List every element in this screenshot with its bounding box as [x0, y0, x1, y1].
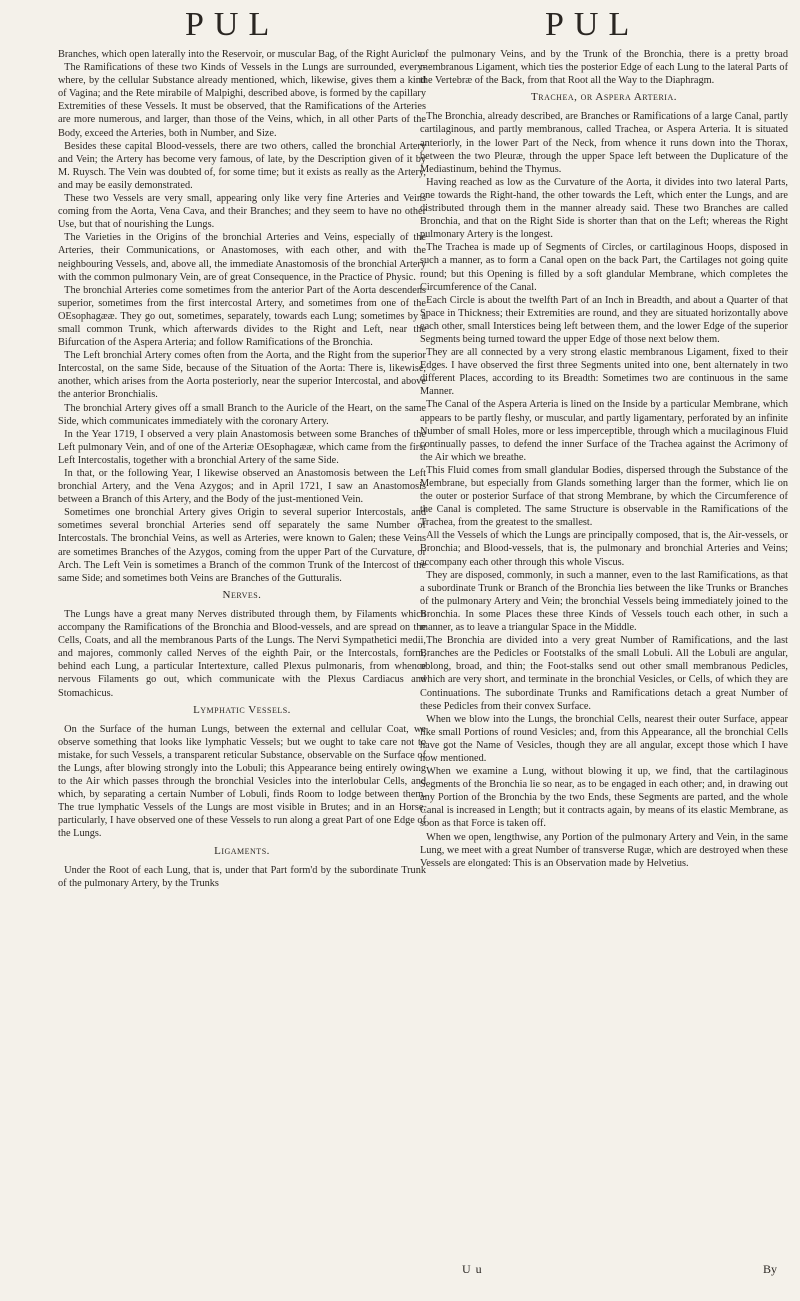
- paragraph: The bronchial Artery gives off a small Branch to the Auricle of the Heart, on the same Side, which communicates immediately with the coronary Artery.: [58, 402, 426, 427]
- right-column: [420, 48, 788, 870]
- paragraph: The bronchial Arteries come sometimes from the anterior Part of the Aorta descendens superior, sometimes from the first intercostal Artery, and sometimes from one of the OEsophagææ. They go out, sometimes, separately, towards each Lung; sometimes by a small common Trunk, which afterwards divides to the Right and Left, near the Bifurcation of the Aspera Arteria; and follow Ramifications of the Bronchia.: [58, 284, 426, 349]
- paragraph: The Bronchia, already described, are Branches or Ramifications of a large Canal, partly cartilaginous, and partly membranous, called Trachea, or Aspera Arteria. It is situated anteriorly, in the lower Part of the Neck, from whence it runs down into the Thorax, between the two Pleuræ, through the upper Space left between the Duplicature of the Mediastinum, behind the Thymus.: [420, 111, 788, 175]
- paragraph: The Canal of the Aspera Arteria is lined on the Inside by a particular Membrane, which appears to be partly fleshy, or muscular, and partly ligamentary, perforated by an infinite Number of small Holes, more or less imperceptible, through which a mucilaginous Fluid continually passes, to defend the inner Surface of the Trachea against the Acrimony of the Air which we breathe.: [420, 399, 788, 463]
- paragraph: When we examine a Lung, without blowing it up, we find, that the cartilaginous Segments of the Bronchia lie so near, as to be engaged in each other; and, in drawing out any Portion of the Bronchia by the two Ends, these Segments are parted, and the whole Canal is increased in Length; but it contracts again, by means of its elastic Membrane, as soon as that Force is taken off.: [420, 766, 788, 830]
- paragraph: The Left bronchial Artery comes often from the Aorta, and the Right from the superior Intercostal, on the same Side, because of the Situation of the Aorta: There is, likewise, another, which arises from the Aorta posteriorly, near the superior Intercostal, and above the anterior Bronchialis.: [58, 350, 426, 401]
- paragraph: When we open, lengthwise, any Portion of the pulmonary Artery and Vein, in the same Lung, we meet with a great Number of transverse Rugæ, which are destroyed when these Vessels are elongated: This is an Observation made by Helvetius.: [420, 831, 788, 869]
- paragraph: They are disposed, commonly, in such a manner, even to the last Ramifications, as that a subordinate Trunk or Branch of the Bronchia lies between the like Trunks or Branches of the pulmonary Artery and Vein; the bronchial Vessels being immediately joined to the Bronchia. In some Places these three Kinds of Vessels touch each other, in such a manner, as to leave a triangular Space in the Middle.: [420, 569, 788, 634]
- running-head-left: PUL: [185, 6, 280, 43]
- section-heading-lymphatic-vessels: Lymphatic Vessels.: [193, 703, 291, 716]
- paragraph: These two Vessels are very small, appearing only like very fine Arteries and Veins coming from the Aorta, Vena Cava, and their Branches; and they seem to have no other Use, but that of nourishing the Lungs.: [58, 193, 426, 231]
- paragraph: of the pulmonary Veins, and by the Trunk of the Bronchia, there is a pretty broad membranous Ligament, which ties the posterior Edge of each Lung to the lateral Parts of the Vertebræ of the Back, from that Root all the Way to the Diaphragm.: [420, 49, 788, 87]
- paragraph: The Lungs have a great many Nerves distributed through them, by Filaments which accompany the Ramifications of the Bronchia and Blood-vessels, and are spread on the Cells, Coats, and all the membranous Parts of the Lungs. The Nervi Sympathetici medii, and majores, commonly called Nerves of the eighth Pair, or the Intercostals, form, behind each Lung, a particular Intertexture, called Plexus pulmonaris, from whence nervous Filaments go out, which communicate with the Plexus Cardiacus and Stomachicus.: [58, 608, 426, 699]
- paragraph: Branches, which open laterally into the Reservoir, or muscular Bag, of the Right Auricle.: [58, 49, 425, 60]
- paragraph: Each Circle is about the twelfth Part of an Inch in Breadth, and about a Quarter of that Space in Thickness; their Extremities are round, and they are situated horizontally above each other, small Interstices being left between them, and the lower Edge of the superior Segments being turned toward the upper Edge of those next below them.: [420, 294, 788, 345]
- paragraph: Besides these capital Blood-vessels, there are two others, called the bronchial Artery and Vein; the Artery has become very famous, of late, by the Description given of it by M. Ruysch. The Vein was doubted of, for some time; but it exists as really as the Artery, and may be easily demonstrated.: [58, 140, 426, 191]
- section-heading-ligaments: Ligaments.: [214, 844, 270, 857]
- paragraph: In that, or the following Year, I likewise observed an Anastomosis between the Left bronchial Artery, and the Vena Azygos; and in April 1721, I saw an Anastomosis between a Branch of this Artery, and the Body of the just-mentioned Vein.: [58, 468, 426, 506]
- paragraph: Under the Root of each Lung, that is, under that Part form'd by the subordinate Trunk of the pulmonary Artery, by the Trunks: [58, 864, 426, 889]
- paragraph: On the Surface of the human Lungs, between the external and cellular Coat, we observe something that looks like lymphatic Vessels; but we ought to take care not to mistake, for such Vessels, a transparent reticular Substance, observable on the Surface of the Lungs, after blowing strongly into the Lobuli; this Appearance being entirely owing to the Air which passes through the bronchial Vesicles into the interlobular Cells, and which, by separating a certain Number of Lobuli, finds Room to lodge between them. The true lymphatic Vessels of the Lungs are most visible in Brutes; and in an Horse, particularly, I have observed one of these Vessels to run along a great Part of one Edge of the Lungs.: [58, 723, 426, 840]
- paragraph: The Bronchia are divided into a very great Number of Ramifications, and the last Branches are the Pedicles or Footstalks of the small Lobuli. All the Lobuli are angular, oblong, broad, and thin; the Foot-stalks send out other small membranous Pedicles, which are very short, and terminate in the bronchial Vesicles, or Cells, of which they are Continuations. The subordinate Trunks and Ramifications detach a great Number of these Pedicles from their convex Surface.: [420, 635, 788, 712]
- running-head-right: PUL: [545, 6, 640, 43]
- left-column: [58, 48, 426, 890]
- paragraph: They are all connected by a very strong elastic membranous Ligament, fixed to their Edges. I have observed the first three Segments united into one, bent alternately in two different Places, according to its Breadth: Sometimes two are continuous in the same Manner.: [420, 347, 788, 398]
- paragraph: This Fluid comes from small glandular Bodies, dispersed through the Substance of the Membrane, but especially from Glands something larger than the former, which lie on the outer or posterior Surface of that strong Membrane, by which the Circumference of the Canal is completed. The same Structure is observable in the Ramifications of the Trachea, from the greatest to the smallest.: [420, 464, 788, 529]
- section-heading-trachea: Trachea, or Aspera Arteria.: [531, 91, 677, 104]
- paragraph: All the Vessels of which the Lungs are principally composed, that is, the Air-vessels, or Bronchia; and Blood-vessels, that is, the pulmonary and bronchial Arteries and Veins; accompany each other through this whole Viscus.: [420, 530, 788, 568]
- section-heading-nerves: Nerves.: [222, 588, 262, 601]
- paragraph: When we blow into the Lungs, the bronchial Cells, nearest their outer Surface, appear like small Portions of round Vesicles; and, from this Appearance, all the bronchial Cells have got the Name of Vesicles, though they are all angular, except those which I have now mentioned.: [420, 713, 788, 764]
- catchword: By: [763, 1262, 778, 1276]
- signature-mark: U u: [462, 1262, 483, 1276]
- paragraph: The Varieties in the Origins of the bronchial Arteries and Veins, especially of the Arteries, their Communications, or Anastomoses, with each other, and with the neighbouring Vessels, and, above all, the immediate Anastomosis of the bronchial Artery with the common pulmonary Vein, are of great Consequence, in the Practice of Physic.: [58, 232, 426, 283]
- paragraph: Sometimes one bronchial Artery gives Origin to several superior Intercostals, and sometimes several bronchial Arteries send off separately the same Number of Intercostals. The bronchial Veins, as well as Arteries, were known to Galen; these Veins are sometimes Branches of the Azygos, coming from the upper Part of the Curvature, or Arch. The Left Vein is sometimes a Branch of the common Trunk of the Intercost of the same Side; and sometimes both Veins are Branches of the Gutturalis.: [58, 507, 426, 584]
- paragraph: Having reached as low as the Curvature of the Aorta, it divides into two lateral Parts, one towards the Right-hand, the other towards the Left, which enter the Lungs, and are distributed through them in the manner already said. These two Branches are called Bronchia, and that on the Right Side is shorter than that on the Left; whereas the Right pulmonary Artery is the longest.: [420, 176, 788, 241]
- paragraph: The Ramifications of these two Kinds of Vessels in the Lungs are surrounded, every-where, by the cellular Substance already mentioned, which, likewise, gives them a kind of Vagina; and the Rete mirabile of Malpighi, described above, is formed by the capillary Extremities of these Vessels. It must be observed, that the Ramifications of the Arteries are more numerous, and larger, than those of the Veins, which, in all other Parts of the Body, exceed the Arteries, both in Number, and Size.: [58, 62, 426, 139]
- paragraph: The Trachea is made up of Segments of Circles, or cartilaginous Hoops, disposed in such a manner, as to form a Canal open on the back Part, the Cartilages not going quite round; but this Opening is filled by a soft glandular Membrane, which completes the Circumference of the Canal.: [420, 242, 788, 293]
- paragraph: In the Year 1719, I observed a very plain Anastomosis between some Branches of the Left pulmonary Vein, and of one of the Arteriæ OEsophagææ, which came from the first Left Intercostalis, together with a bronchial Artery of the same Side.: [58, 428, 426, 466]
